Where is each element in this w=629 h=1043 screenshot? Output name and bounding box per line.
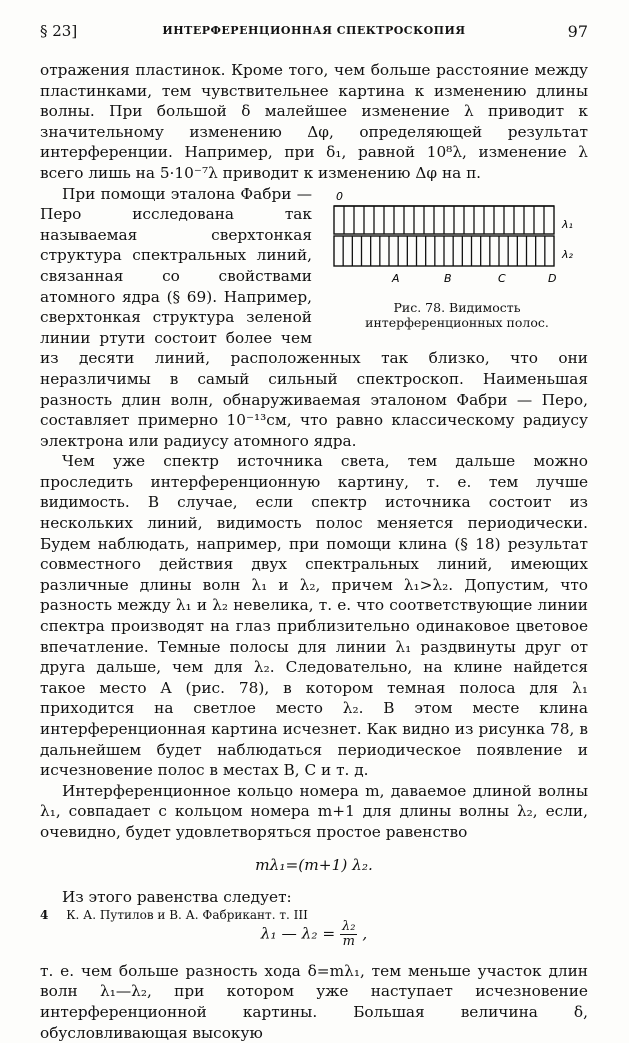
paragraph: При помощи эталона Фабри — Перо исследована так называемая сверхтонкая структура спектральных линий, связанная со свойствами атомного ядра (§ 69). Например, сверхтонкая структура зеленой линии ртути состоит более чем из десяти линий, расположенных так близко, что они неразличимы в самый сильный спектроскоп. Наименьшая разность длин волн, обнаруживаемая эталоном Фабри — Перо, составляет примерно 10⁻¹³см, что равно классическому радиусу электрона или радиусу атомного ядра. — [40, 184, 588, 450]
body-text — [40, 60, 588, 1043]
running-title: ИНТЕРФЕРЕНЦИОННАЯ СПЕКТРОСКОПИЯ — [162, 24, 466, 37]
fringe-row-lambda1 — [334, 206, 554, 234]
fraction-denominator: m — [342, 933, 355, 949]
section-ref: § 23] — [40, 22, 78, 40]
paragraph: Из этого равенства следует: — [62, 888, 292, 907]
page-number: 97 — [567, 22, 588, 41]
signature-mark: 4 — [40, 908, 49, 922]
origin-label: 0 — [336, 189, 343, 203]
running-header — [40, 22, 588, 46]
equation-2-tail: , — [362, 924, 368, 943]
footer — [40, 908, 308, 922]
footer-text: К. А. Путилов и В. А. Фабрикант. т. III — [66, 908, 308, 922]
figure-78 — [326, 186, 588, 330]
equation-2 — [40, 920, 588, 949]
position-label-d: D — [548, 271, 557, 285]
fringe-diagram — [326, 186, 588, 298]
position-label-b: B — [444, 271, 452, 285]
position-labels — [391, 272, 556, 285]
paragraph: Чем уже спектр источника света, тем дальше можно проследить интерференционную картину, т. е. тем лучше видимость. В случае, если спектр источника состоит из нескольких линий, видимость полос меняется периодически. Будем наблюдать, например, при помощи клина (§ 18) результат совместного действия двух спектральных линий, имеющих различные длины волн λ₁ и λ₂, причем λ₁>λ₂. Допустим, что разность между λ₁ и λ₂ невелика, т. е. что соответствующие линии спектра производят на глаз приблизительно одинаковое цветовое впечатление. Темные полосы для линии λ₁ раздвинуты друг от друга дальше, чем для λ₂. Следовательно, на клине найдется такое место A (рис. 78), в котором темная полоса для λ₁ приходится на светлое место λ₂. В этом месте клина интерференционная картина исчезнет. Как видно из рисунка 78, в дальнейшем будет наблюдаться периодическое появление и исчезновение полос в местах B, C и т. д. — [40, 452, 588, 780]
position-label-c: C — [498, 271, 506, 285]
row-label-lambda1: λ₁ — [562, 217, 573, 231]
fringe-row-lambda2 — [334, 236, 554, 266]
fraction-numerator: λ₂ — [342, 918, 356, 934]
equation-1: mλ₁=(m+1) λ₂. — [255, 855, 373, 874]
equation-2-left: λ₁ — λ₂ = — [260, 924, 336, 943]
paragraph: Интерференционное кольцо номера m, даваемое длиной волны λ₁, совпадает с кольцом номера m+1 для длины волны λ₂, если, очевидно, будет удовлетворяться простое равенство — [40, 781, 588, 841]
row-label-lambda2: λ₂ — [562, 247, 573, 261]
fraction — [340, 920, 357, 949]
paragraph: отражения пластинок. Кроме того, чем больше расстояние между пластинками, тем чувствительнее картина к изменению длины волны. При большой δ малейшее изменение λ приводит к значительному изменению Δφ, определяющей результат интерференции. Например, при δ₁, равной 10⁸λ, изменение λ всего лишь на 5·10⁻⁷λ приводит к изменению Δφ на π. — [40, 61, 588, 182]
position-label-a: A — [392, 271, 400, 285]
paragraph: т. е. чем больше разность хода δ=mλ₁, тем меньше участок длин волн λ₁—λ₂, при котором уже наступает исчезновение интерференционной картины. Большая величина δ, обусловливающая высокую — [40, 961, 588, 1042]
figure-caption: Рис. 78. Видимость интерференционных полос. — [365, 299, 549, 330]
